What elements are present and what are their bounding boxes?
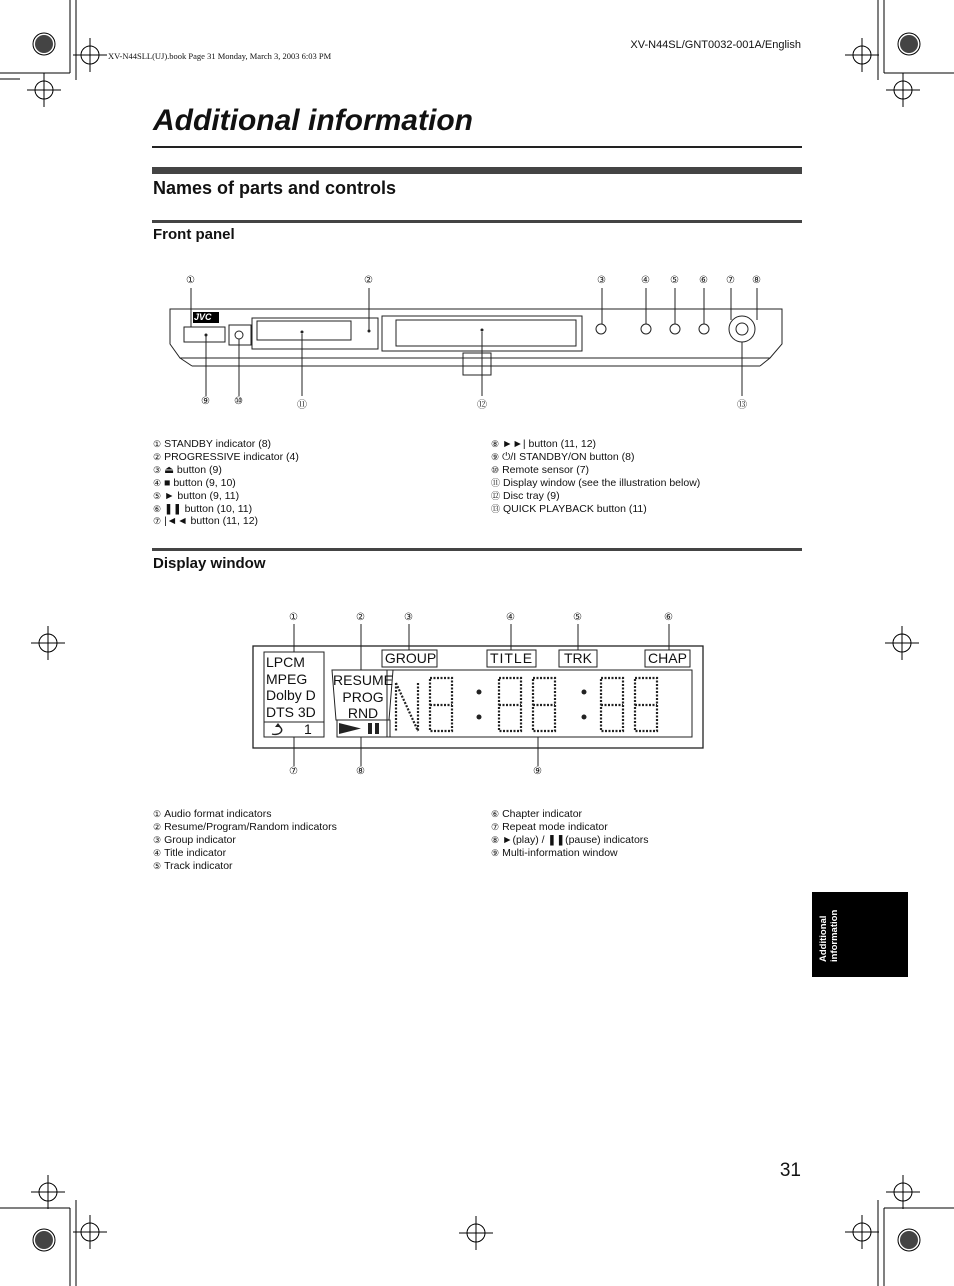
callout-7: ⑦ [289,766,298,777]
document-code: XV-N44SL/GNT0032-001A/English [630,39,801,51]
callout-5: ⑤ [670,275,679,286]
callout-13: ⑬ [737,400,747,411]
list-item: ③ Group indicator [153,833,236,846]
callout-2: ② [356,612,365,623]
lpcm-indicator: LPCM [266,654,305,670]
dts-indicator: DTS 3D [266,703,316,720]
book-info: XV-N44SLL(UJ).book Page 31 Monday, March 3, 2003 6:03 PM [108,51,332,61]
display-window-diagram [250,610,710,780]
jvc-logo: JVC [194,312,212,322]
list-item: ⑦ Repeat mode indicator [491,820,608,833]
side-tab [812,892,908,977]
display-window-drawing [250,610,710,780]
resume-indicator: RESUME [333,672,393,688]
page-number: 31 [779,1160,801,1181]
section-title: Names of parts and controls [153,178,397,198]
callout-12: ⑫ [477,400,487,411]
callout-2: ② [364,275,373,286]
callout-7: ⑦ [726,275,735,286]
list-item: ⑤ Track indicator [153,859,233,872]
callout-1: ① [186,275,195,286]
list-item: ④ ■ button (9, 10) [153,476,236,489]
group-indicator: GROUP [384,650,437,666]
callout-6: ⑥ [699,275,708,286]
list-item: ⑧ ►(play) / ❚❚(pause) indicators [491,833,649,846]
mpeg-indicator: MPEG [266,670,308,687]
list-item: ⑥ ❚❚ button (10, 11) [153,502,253,515]
callout-4: ④ [641,275,650,286]
list-item: ① STANDBY indicator (8) [153,438,272,450]
callout-10: ⑩ [234,396,243,407]
callout-3: ③ [597,275,606,286]
list-item: ④ Title indicator [153,846,227,859]
subsection-rule-display [152,548,802,551]
rnd-indicator: RND [347,705,379,721]
display-window-list-left [153,808,337,873]
callout-8: ⑧ [752,275,761,286]
callout-6: ⑥ [664,612,673,623]
section-bar [152,167,802,174]
front-panel-list-left [153,438,299,528]
list-item: ⑦ |◄◄ button (11, 12) [153,515,259,528]
track-indicator: TRK [564,650,592,666]
title-indicator: TITLE [489,650,534,666]
callout-1: ① [289,612,298,623]
list-item: ⑤ ► button (9, 11) [153,489,240,502]
side-tab-label: Additional information [818,909,840,962]
front-panel-list-right [491,438,700,515]
title-rule [152,146,802,148]
list-item: ⑨ Multi-information window [491,846,618,859]
dolby-indicator: Dolby D [266,687,316,703]
list-item: ③ ⏏ button (9) [153,463,222,476]
list-item: ⑫ Disc tray (9) [491,489,560,502]
prog-indicator: PROG [342,688,384,705]
list-item: ① Audio format indicators [153,808,272,820]
front-panel-drawing [160,272,796,408]
repeat-mode-value: 1 [304,721,312,737]
list-item: ⑩ Remote sensor (7) [491,463,590,476]
front-panel-diagram [160,272,796,411]
front-panel-heading: Front panel [153,226,235,243]
subsection-rule-front [152,220,802,223]
callout-4: ④ [506,612,515,623]
list-item: ② Resume/Program/Random indicators [153,820,337,833]
page-title: Additional information [153,104,473,137]
callout-3: ③ [404,612,413,623]
play-mode-indicators [333,672,393,722]
callout-5: ⑤ [573,612,582,623]
list-item: ⑪ Display window (see the illustration below) [491,476,701,489]
list-item: ⑥ Chapter indicator [491,808,583,820]
list-item: ⑨ ⏻/I STANDBY/ON button (8) [491,450,635,463]
chapter-indicator: CHAP [648,650,687,666]
callout-11: ⑪ [297,400,307,411]
display-window-heading: Display window [153,555,266,572]
callout-9: ⑨ [533,766,542,777]
callout-9: ⑨ [201,396,210,407]
list-item: ⑬ QUICK PLAYBACK button (11) [491,502,647,515]
callout-8: ⑧ [356,766,365,777]
list-item: ⑧ ►►| button (11, 12) [491,438,597,450]
audio-format-indicators [266,654,316,720]
list-item: ② PROGRESSIVE indicator (4) [153,450,299,463]
display-window-list-right [491,808,649,860]
